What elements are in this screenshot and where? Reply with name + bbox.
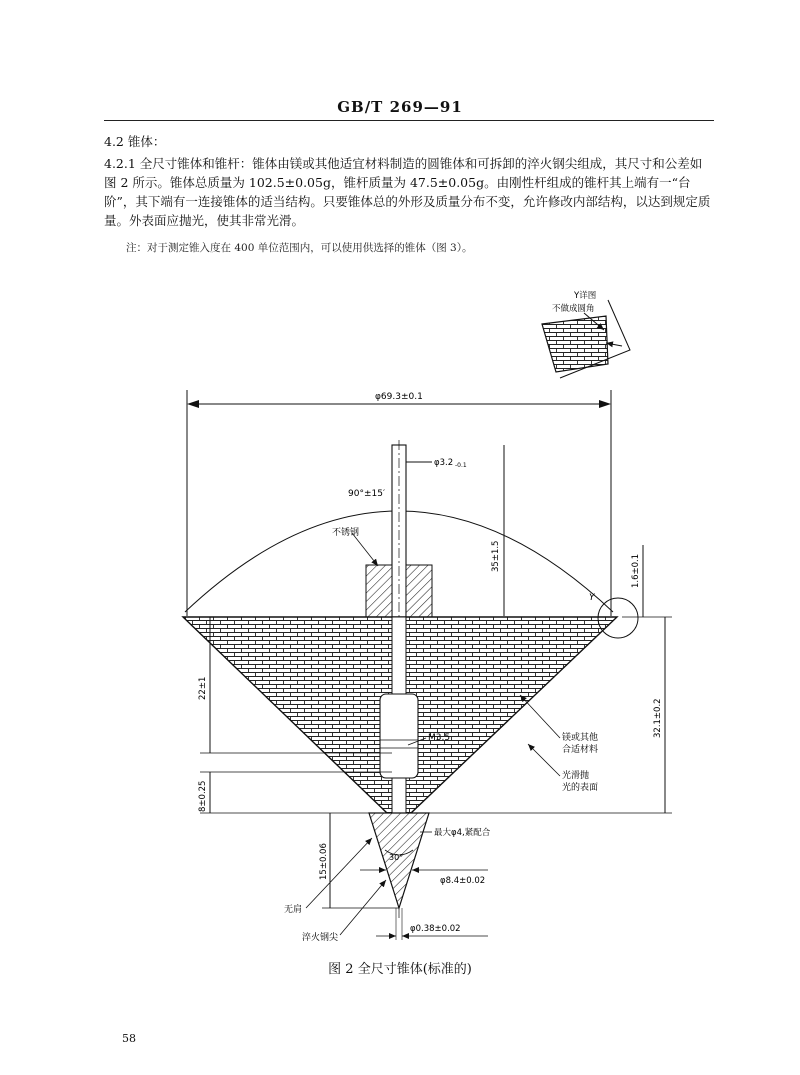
angle-tip-label: 30° (389, 853, 404, 862)
dim-22-label: 22±1 (198, 676, 208, 700)
detail-title: Y详图 (574, 291, 597, 301)
label-stainless-steel: 不锈钢 (332, 528, 360, 538)
rod-diameter-label: φ3.2 (434, 458, 454, 468)
detail-arrow-2 (606, 343, 622, 346)
steel-collar-right (406, 565, 432, 617)
label-magnesium-1: 镁或其他 (562, 733, 599, 743)
rod-tolerance-label: -0.1 (455, 462, 467, 469)
detail-note: 不做成圆角 (552, 304, 595, 314)
label-smooth-1: 光滑抛 (562, 771, 590, 781)
rod-length-label: 35±1.5 (491, 540, 501, 572)
section-note: 注：对于测定锥入度在 400 单位范围内，可以使用供选择的锥体（图 3）。 (126, 242, 473, 254)
page-header: GB/T 269—91 (337, 98, 463, 116)
dim-1-6-label: 1.6±0.1 (631, 553, 641, 588)
dim-8-label: 8±0.25 (198, 780, 208, 812)
section-paragraph: 4.2.1 全尺寸锥体和锥杆：锥体由镁或其他适宜材料制造的圆锥体和可拆卸的淬火钢尖组成，其尺寸和公差如图 2 所示。锥体总质量为 102.5±0.05g，锥杆质量为 47.5±0.05g。由刚性杆组成的锥杆其上端有一“台阶”，其下端有一连接锥体的适当结构。只要锥体总的外形及质量分布不变，允许修改内部结构，以达到规定质量。外表面应抛光，使其非常光滑。 (104, 156, 711, 228)
max-fit-label: 最大φ4,紧配合 (434, 828, 491, 838)
section-heading: 4.2 锥体： (104, 134, 166, 149)
angle-top-label: 90°±15′ (348, 489, 385, 499)
thread-label: M3.5 (428, 733, 451, 743)
page-number: 58 (122, 1032, 136, 1045)
y-marker: Y (589, 593, 595, 603)
label-no-shoulder: 无肩 (284, 905, 303, 915)
dim-top-diameter-label: φ69.3±0.1 (375, 392, 423, 402)
tip-diameter-label: φ8.4±0.02 (440, 876, 486, 886)
point-diameter-label: φ0.38±0.02 (410, 924, 461, 934)
dim-32-label: 32.1±0.2 (653, 698, 663, 738)
dim-15-label: 15±0.06 (319, 843, 329, 880)
label-hardened-tip: 淬火钢尖 (302, 933, 339, 943)
figure-caption: 图 2 全尺寸锥体(标准的) (328, 962, 472, 977)
thread-insert (380, 694, 418, 778)
steel-collar-left (366, 565, 392, 617)
label-smooth-2: 光的表面 (562, 783, 599, 793)
label-magnesium-2: 合适材料 (562, 745, 599, 755)
y-detail-inset (542, 290, 630, 378)
